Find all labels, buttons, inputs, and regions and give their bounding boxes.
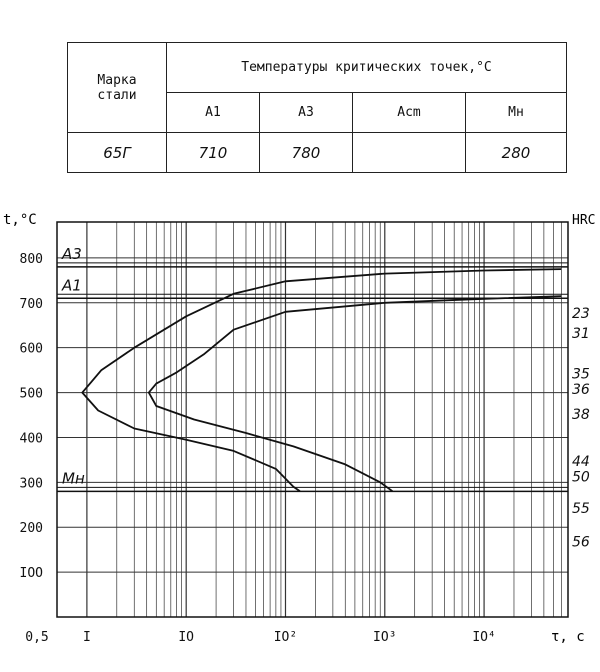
grade-header-line1: Марка (97, 72, 137, 88)
col-mn: Mн (466, 93, 567, 133)
hardness-value: 56 (572, 534, 590, 551)
critical-points-table (67, 42, 567, 173)
hardness-value: 50 (572, 469, 590, 486)
row-acm (353, 133, 466, 173)
temps-header: Температуры критических точек,°С (167, 43, 567, 93)
y-tick-label: 400 (19, 431, 43, 447)
y-tick-label: 800 (19, 251, 43, 267)
y-tick-label: 600 (19, 341, 43, 357)
grade-header-cell (68, 43, 167, 133)
plot-frame (57, 222, 568, 617)
y-tick-label: 200 (19, 521, 43, 537)
y-tick-label: 500 (19, 386, 43, 402)
row-grade: 65Г (68, 133, 167, 173)
x-tick-label: I (82, 630, 91, 645)
x-tick-label: IO⁴ (472, 630, 496, 645)
row-a3: 780 (260, 133, 353, 173)
row-a1: 710 (167, 133, 260, 173)
y-tick-label: 700 (19, 296, 43, 312)
grade-header-line2: стали (97, 87, 137, 103)
reference-line-label: Mн (62, 469, 85, 488)
x-tick-label: IO (178, 630, 195, 645)
grid (57, 222, 568, 617)
hardness-value: 35 (572, 366, 590, 383)
y-tick-label: 300 (19, 476, 43, 492)
reference-line-label: A3 (62, 244, 82, 263)
col-acm: Acm (353, 93, 466, 133)
y-axis-label: t,°C (3, 212, 37, 228)
col-a3: A3 (260, 93, 353, 133)
x-tick-label: 0,5 (25, 630, 49, 645)
x-axis-label: τ, c (551, 629, 585, 645)
hardness-value: 38 (572, 406, 590, 423)
hardness-value: 23 (572, 305, 590, 322)
y-tick-label: IOO (19, 566, 43, 582)
reference-line-label: A1 (62, 276, 82, 295)
col-a1: A1 (167, 93, 260, 133)
ttt-diagram (0, 205, 600, 660)
reference-lines (57, 245, 568, 491)
hardness-axis-label: HRC (572, 213, 596, 228)
row-mn: 280 (466, 133, 567, 173)
x-tick-label: IO² (273, 630, 298, 645)
hardness-value: 44 (572, 453, 590, 470)
hardness-value: 55 (572, 501, 590, 518)
hardness-labels (572, 306, 590, 551)
hardness-value: 31 (572, 325, 590, 342)
hardness-value: 36 (572, 382, 590, 399)
tick-labels (20, 252, 496, 645)
x-tick-label: IO³ (373, 630, 397, 645)
